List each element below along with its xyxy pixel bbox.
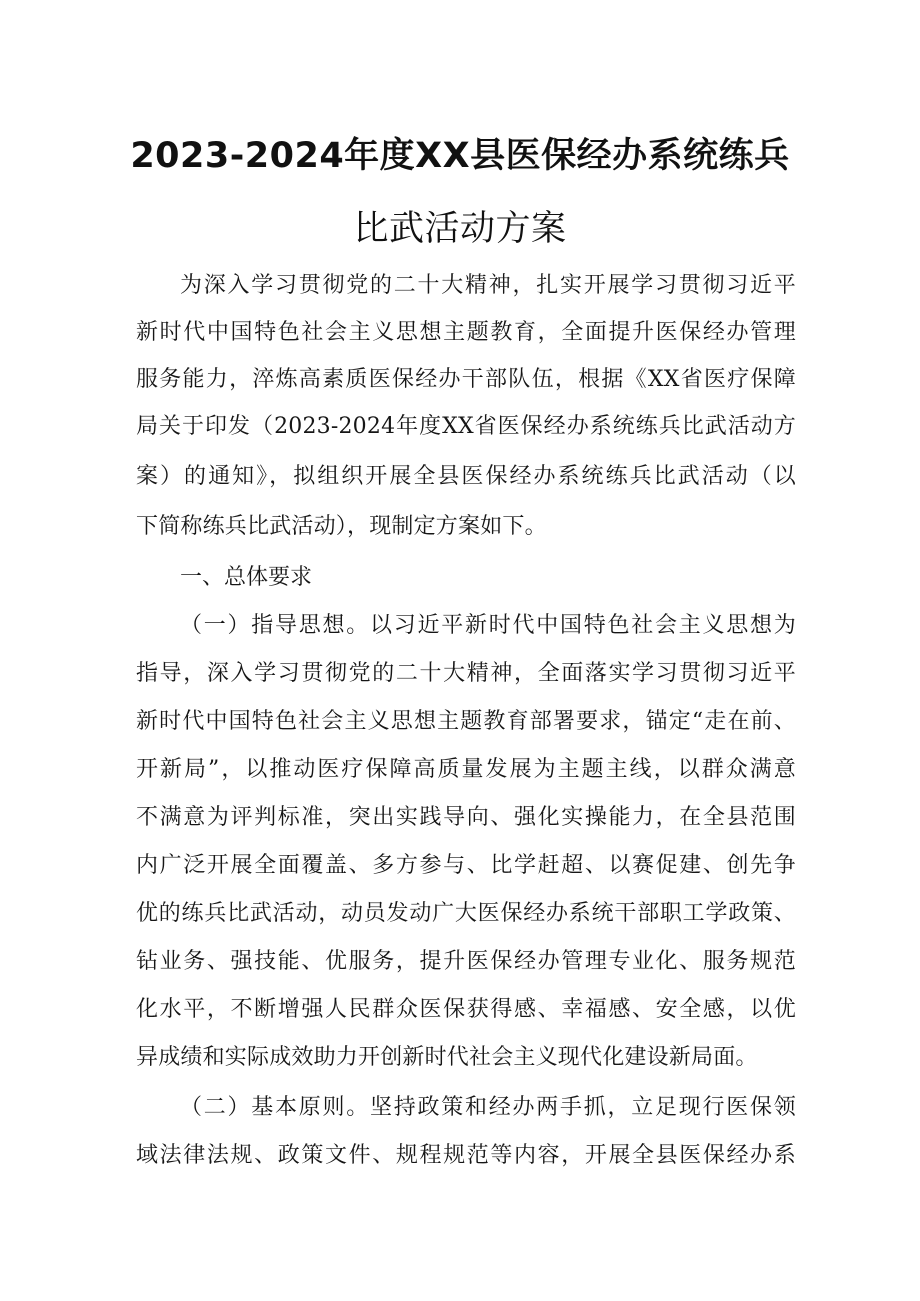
paragraph-line: 下简称练兵比武活动），现制定方案如下。 [136, 514, 547, 539]
paragraph-line: 为深入学习贯彻党的二十大精神，扎实开展学习贯彻习近平 [180, 273, 796, 298]
paragraph-line: 开新局”，以推动医疗保障高质量发展为主题主线，以群众满意 [136, 757, 796, 782]
paragraph-line: 内广泛开展全面覆盖、多方参与、比学赶超、以赛促建、创先争 [136, 853, 796, 878]
paragraph-line: 优的练兵比武活动，动员发动广大医保经办系统干部职工学政策、 [136, 901, 796, 926]
paragraph-line: 新时代中国特色社会主义思想主题教育部署要求，锚定“走在前、 [136, 709, 796, 734]
paragraph-line: 服务能力，淬炼高素质医保经办干部队伍，根据《XX省医疗保障 [136, 367, 796, 392]
paragraph-line: 不满意为评判标准，突出实践导向、强化实操能力，在全县范围 [136, 805, 796, 830]
paragraph-line: 钻业务、强技能、优服务，提升医保经办管理专业化、服务规范 [136, 949, 796, 974]
paragraph-line: （二）基本原则。坚持政策和经办两手抓，立足现行医保领 [180, 1095, 796, 1120]
paragraph-line: （一）指导思想。以习近平新时代中国特色社会主义思想为 [180, 613, 796, 638]
section-heading: 一、总体要求 [180, 565, 313, 590]
paragraph-line: 指导，深入学习贯彻党的二十大精神，全面落实学习贯彻习近平 [136, 661, 796, 686]
document-title-line-2: 比武活动方案 [353, 209, 567, 249]
paragraph-line: 异成绩和实际成效助力开创新时代社会主义现代化建设新局面。 [136, 1045, 758, 1070]
paragraph-line: 新时代中国特色社会主义思想主题教育，全面提升医保经办管理 [136, 320, 796, 345]
document-title-line-1: 2023-2024年度XX县医保经办系统练兵 [130, 136, 790, 176]
paragraph-line: 局关于印发（2023-2024年度XX省医保经办系统练兵比武活动方 [136, 414, 796, 439]
paragraph-line: 化水平，不断增强人民群众医保获得感、幸福感、安全感，以优 [136, 997, 796, 1022]
paragraph-line: 域法律法规、政策文件、规程规范等内容，开展全县医保经办系 [136, 1143, 796, 1168]
paragraph-line: 案）的通知》，拟组织开展全县医保经办系统练兵比武活动（以 [136, 464, 796, 489]
